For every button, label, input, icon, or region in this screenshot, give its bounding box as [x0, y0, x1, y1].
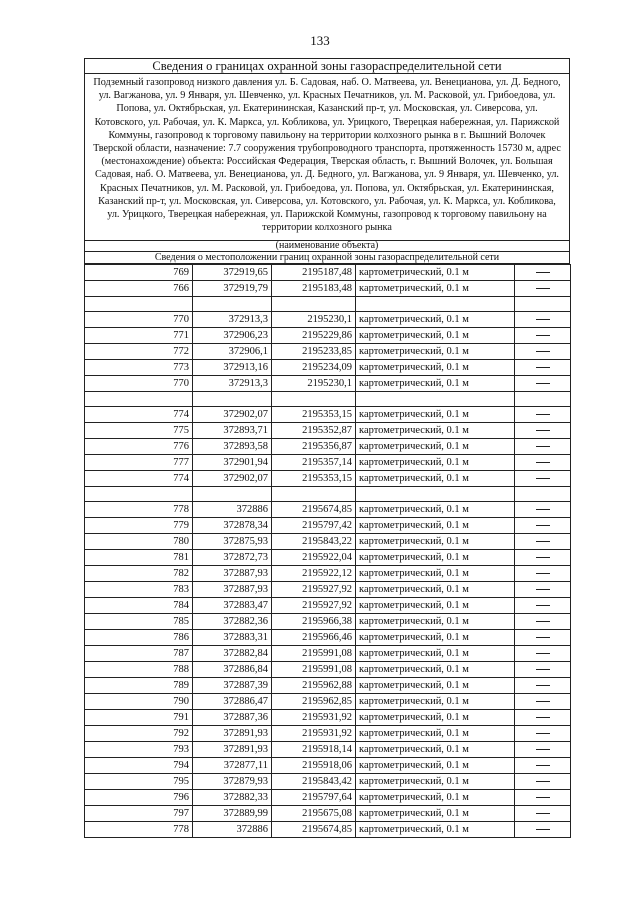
- dash-mark: [536, 701, 550, 702]
- x-coordinate: 372887,39: [193, 678, 272, 694]
- empty-cell: [85, 392, 193, 407]
- table-row: [85, 407, 571, 423]
- determination-method: картометрический, 0.1 м: [356, 694, 515, 710]
- boundary-description-cell: [515, 550, 571, 566]
- object-caption: (наименование объекта): [84, 240, 570, 252]
- determination-method: картометрический, 0.1 м: [356, 742, 515, 758]
- y-coordinate: 2195918,14: [272, 742, 356, 758]
- table-row: [85, 439, 571, 455]
- y-coordinate: 2195357,14: [272, 455, 356, 471]
- point-number: 775: [85, 423, 193, 439]
- determination-method: картометрический, 0.1 м: [356, 518, 515, 534]
- boundary-description-cell: [515, 281, 571, 297]
- dash-mark: [536, 541, 550, 542]
- x-coordinate: 372887,36: [193, 710, 272, 726]
- point-number: 769: [85, 265, 193, 281]
- dash-mark: [536, 272, 550, 273]
- point-number: 785: [85, 614, 193, 630]
- point-number: 776: [85, 439, 193, 455]
- boundary-description-cell: [515, 662, 571, 678]
- y-coordinate: 2195843,42: [272, 774, 356, 790]
- point-number: 795: [85, 774, 193, 790]
- determination-method: картометрический, 0.1 м: [356, 265, 515, 281]
- boundary-description-cell: [515, 582, 571, 598]
- dash-mark: [536, 525, 550, 526]
- y-coordinate: 2195962,85: [272, 694, 356, 710]
- y-coordinate: 2195927,92: [272, 582, 356, 598]
- dash-mark: [536, 589, 550, 590]
- dash-mark: [536, 446, 550, 447]
- determination-method: картометрический, 0.1 м: [356, 312, 515, 328]
- table-row: [85, 710, 571, 726]
- x-coordinate: 372886: [193, 502, 272, 518]
- boundary-description-cell: [515, 566, 571, 582]
- table-row: [85, 806, 571, 822]
- determination-method: картометрический, 0.1 м: [356, 822, 515, 838]
- point-number: 786: [85, 630, 193, 646]
- x-coordinate: 372913,3: [193, 376, 272, 392]
- dash-mark: [536, 717, 550, 718]
- point-number: 784: [85, 598, 193, 614]
- boundary-description-cell: [515, 726, 571, 742]
- x-coordinate: 372882,33: [193, 790, 272, 806]
- empty-cell: [272, 297, 356, 312]
- empty-cell: [85, 487, 193, 502]
- point-number: 771: [85, 328, 193, 344]
- boundary-description-cell: [515, 646, 571, 662]
- empty-cell: [272, 487, 356, 502]
- empty-cell: [272, 392, 356, 407]
- x-coordinate: 372882,36: [193, 614, 272, 630]
- table-row: [85, 502, 571, 518]
- table-row: [85, 312, 571, 328]
- empty-cell: [193, 297, 272, 312]
- dash-mark: [536, 733, 550, 734]
- boundary-description-cell: [515, 710, 571, 726]
- table-row: [85, 790, 571, 806]
- determination-method: картометрический, 0.1 м: [356, 328, 515, 344]
- boundary-description-cell: [515, 630, 571, 646]
- determination-method: картометрический, 0.1 м: [356, 598, 515, 614]
- x-coordinate: 372891,93: [193, 742, 272, 758]
- table-row: [85, 822, 571, 838]
- point-number: 792: [85, 726, 193, 742]
- dash-mark: [536, 573, 550, 574]
- determination-method: картометрический, 0.1 м: [356, 774, 515, 790]
- determination-method: картометрический, 0.1 м: [356, 662, 515, 678]
- boundary-description-cell: [515, 518, 571, 534]
- boundary-description-cell: [515, 344, 571, 360]
- point-number: 797: [85, 806, 193, 822]
- point-number: 774: [85, 471, 193, 487]
- x-coordinate: 372872,73: [193, 550, 272, 566]
- boundary-description-cell: [515, 806, 571, 822]
- dash-mark: [536, 621, 550, 622]
- x-coordinate: 372902,07: [193, 407, 272, 423]
- table-row: [85, 281, 571, 297]
- boundary-description-cell: [515, 265, 571, 281]
- y-coordinate: 2195352,87: [272, 423, 356, 439]
- determination-method: картометрический, 0.1 м: [356, 758, 515, 774]
- x-coordinate: 372889,99: [193, 806, 272, 822]
- coordinates-table: [84, 264, 571, 838]
- x-coordinate: 372886,84: [193, 662, 272, 678]
- point-number: 794: [85, 758, 193, 774]
- boundary-description-cell: [515, 471, 571, 487]
- table-separator-row: [85, 392, 571, 407]
- y-coordinate: 2195353,15: [272, 407, 356, 423]
- dash-mark: [536, 813, 550, 814]
- x-coordinate: 372893,71: [193, 423, 272, 439]
- table-row: [85, 455, 571, 471]
- y-coordinate: 2195674,85: [272, 822, 356, 838]
- table-row: [85, 376, 571, 392]
- x-coordinate: 372913,3: [193, 312, 272, 328]
- object-description: Подземный газопровод низкого давления ул. Б. Садовая, наб. О. Матвеева, ул. Венецианова, ул. Д. Бедного, ул. Вагжанова, ул. 9 Января, ул. Шевченко, ул. Красных Печатников, ул. М. Расковой, ул. Грибоедова, ул. Попова, ул. Октябрьская, ул. Екатерининская, Казанский пр-т, ул. Московская, ул. Сиверсова, ул. Котовского, ул. Рабочая, ул. К. Маркса, ул. Кобликова, ул. Урицкого, Тверецкая набережная, ул. Парижской Коммуны, газопровод к торговому павильону на территории колхозного рынка в г. Вышний Волочек Тверской области, назначение: 7.7 сооружения трубопроводного транспорта, протяженность 15730 м, адрес (местонахождение) объекта: Российская Федерация, Тверская область, г. Вышний Волочек, ул. Большая Садовая, наб. О. Матвеева, ул. Венецианова, ул. Д. Бедного, ул. Вагжанова, ул. 9 Января, ул. Шевченко, ул. Красных Печатников, ул. М. Расковой, ул. Грибоедова, ул. Попова, ул. Октябрьская, ул. Екатерининская, Казанский пр-т, ул. Московская, ул. Сиверсова, ул. Котовского, ул. Рабочая, ул. К. Маркса, ул. Кобликова, ул. Урицкого, Тверецкая набережная, ул. Парижской Коммуны, газопровод к торговому павильону на территории колхозного рынка: [84, 74, 570, 240]
- x-coordinate: 372875,93: [193, 534, 272, 550]
- determination-method: картометрический, 0.1 м: [356, 407, 515, 423]
- table-row: [85, 360, 571, 376]
- table-row: [85, 344, 571, 360]
- point-number: 793: [85, 742, 193, 758]
- determination-method: картометрический, 0.1 м: [356, 439, 515, 455]
- point-number: 770: [85, 376, 193, 392]
- table-row: [85, 598, 571, 614]
- empty-cell: [515, 297, 571, 312]
- empty-cell: [356, 297, 515, 312]
- boundary-description-cell: [515, 758, 571, 774]
- determination-method: картометрический, 0.1 м: [356, 806, 515, 822]
- boundary-description-cell: [515, 694, 571, 710]
- boundary-info-sheet: [84, 58, 570, 838]
- determination-method: картометрический, 0.1 м: [356, 790, 515, 806]
- boundary-description-cell: [515, 502, 571, 518]
- determination-method: картометрический, 0.1 м: [356, 630, 515, 646]
- section-title: Сведения о местоположении границ охранной зоны газораспределительной сети: [84, 252, 570, 264]
- boundary-description-cell: [515, 455, 571, 471]
- page-number: 133: [310, 33, 330, 48]
- empty-cell: [356, 487, 515, 502]
- x-coordinate: 372901,94: [193, 455, 272, 471]
- determination-method: картометрический, 0.1 м: [356, 376, 515, 392]
- y-coordinate: 2195966,38: [272, 614, 356, 630]
- y-coordinate: 2195843,22: [272, 534, 356, 550]
- table-row: [85, 662, 571, 678]
- y-coordinate: 2195931,92: [272, 710, 356, 726]
- x-coordinate: 372919,65: [193, 265, 272, 281]
- y-coordinate: 2195922,12: [272, 566, 356, 582]
- table-row: [85, 758, 571, 774]
- y-coordinate: 2195356,87: [272, 439, 356, 455]
- empty-cell: [515, 487, 571, 502]
- table-row: [85, 646, 571, 662]
- y-coordinate: 2195797,64: [272, 790, 356, 806]
- y-coordinate: 2195353,15: [272, 471, 356, 487]
- y-coordinate: 2195234,09: [272, 360, 356, 376]
- dash-mark: [536, 319, 550, 320]
- table-row: [85, 694, 571, 710]
- y-coordinate: 2195991,08: [272, 662, 356, 678]
- boundary-description-cell: [515, 678, 571, 694]
- boundary-description-cell: [515, 822, 571, 838]
- table-row: [85, 550, 571, 566]
- y-coordinate: 2195674,85: [272, 502, 356, 518]
- boundary-description-cell: [515, 534, 571, 550]
- point-number: 772: [85, 344, 193, 360]
- point-number: 790: [85, 694, 193, 710]
- x-coordinate: 372919,79: [193, 281, 272, 297]
- point-number: 774: [85, 407, 193, 423]
- y-coordinate: 2195230,1: [272, 376, 356, 392]
- y-coordinate: 2195230,1: [272, 312, 356, 328]
- point-number: 777: [85, 455, 193, 471]
- document-title: Сведения о границах охранной зоны газораспределительной сети: [84, 58, 570, 74]
- point-number: 783: [85, 582, 193, 598]
- x-coordinate: 372886: [193, 822, 272, 838]
- dash-mark: [536, 367, 550, 368]
- x-coordinate: 372883,31: [193, 630, 272, 646]
- dash-mark: [536, 653, 550, 654]
- table-row: [85, 630, 571, 646]
- x-coordinate: 372883,47: [193, 598, 272, 614]
- y-coordinate: 2195922,04: [272, 550, 356, 566]
- x-coordinate: 372886,47: [193, 694, 272, 710]
- boundary-description-cell: [515, 790, 571, 806]
- x-coordinate: 372891,93: [193, 726, 272, 742]
- dash-mark: [536, 685, 550, 686]
- determination-method: картометрический, 0.1 м: [356, 502, 515, 518]
- table-row: [85, 774, 571, 790]
- dash-mark: [536, 637, 550, 638]
- y-coordinate: 2195918,06: [272, 758, 356, 774]
- x-coordinate: 372887,93: [193, 566, 272, 582]
- y-coordinate: 2195183,48: [272, 281, 356, 297]
- y-coordinate: 2195962,88: [272, 678, 356, 694]
- boundary-description-cell: [515, 423, 571, 439]
- determination-method: картометрический, 0.1 м: [356, 566, 515, 582]
- y-coordinate: 2195927,92: [272, 598, 356, 614]
- dash-mark: [536, 829, 550, 830]
- determination-method: картометрический, 0.1 м: [356, 344, 515, 360]
- table-row: [85, 471, 571, 487]
- determination-method: картометрический, 0.1 м: [356, 281, 515, 297]
- determination-method: картометрический, 0.1 м: [356, 534, 515, 550]
- table-row: [85, 566, 571, 582]
- point-number: 791: [85, 710, 193, 726]
- table-row: [85, 328, 571, 344]
- x-coordinate: 372902,07: [193, 471, 272, 487]
- dash-mark: [536, 462, 550, 463]
- table-row: [85, 534, 571, 550]
- empty-cell: [193, 487, 272, 502]
- y-coordinate: 2195233,85: [272, 344, 356, 360]
- table-row: [85, 678, 571, 694]
- x-coordinate: 372906,1: [193, 344, 272, 360]
- boundary-description-cell: [515, 376, 571, 392]
- point-number: 778: [85, 502, 193, 518]
- table-separator-row: [85, 297, 571, 312]
- determination-method: картометрический, 0.1 м: [356, 423, 515, 439]
- table-row: [85, 518, 571, 534]
- x-coordinate: 372906,23: [193, 328, 272, 344]
- dash-mark: [536, 749, 550, 750]
- point-number: 782: [85, 566, 193, 582]
- x-coordinate: 372887,93: [193, 582, 272, 598]
- determination-method: картометрический, 0.1 м: [356, 471, 515, 487]
- dash-mark: [536, 414, 550, 415]
- table-separator-row: [85, 487, 571, 502]
- y-coordinate: 2195966,46: [272, 630, 356, 646]
- dash-mark: [536, 335, 550, 336]
- point-number: 779: [85, 518, 193, 534]
- table-row: [85, 726, 571, 742]
- point-number: 796: [85, 790, 193, 806]
- y-coordinate: 2195991,08: [272, 646, 356, 662]
- determination-method: картометрический, 0.1 м: [356, 614, 515, 630]
- determination-method: картометрический, 0.1 м: [356, 710, 515, 726]
- dash-mark: [536, 509, 550, 510]
- table-row: [85, 265, 571, 281]
- empty-cell: [356, 392, 515, 407]
- dash-mark: [536, 605, 550, 606]
- boundary-description-cell: [515, 328, 571, 344]
- boundary-description-cell: [515, 312, 571, 328]
- boundary-description-cell: [515, 360, 571, 376]
- y-coordinate: 2195931,92: [272, 726, 356, 742]
- x-coordinate: 372879,93: [193, 774, 272, 790]
- point-number: 773: [85, 360, 193, 376]
- determination-method: картометрический, 0.1 м: [356, 360, 515, 376]
- dash-mark: [536, 383, 550, 384]
- dash-mark: [536, 288, 550, 289]
- point-number: 780: [85, 534, 193, 550]
- x-coordinate: 372893,58: [193, 439, 272, 455]
- determination-method: картометрический, 0.1 м: [356, 582, 515, 598]
- boundary-description-cell: [515, 614, 571, 630]
- boundary-description-cell: [515, 774, 571, 790]
- point-number: 766: [85, 281, 193, 297]
- dash-mark: [536, 781, 550, 782]
- point-number: 788: [85, 662, 193, 678]
- determination-method: картометрический, 0.1 м: [356, 726, 515, 742]
- determination-method: картометрический, 0.1 м: [356, 646, 515, 662]
- boundary-description-cell: [515, 598, 571, 614]
- table-row: [85, 423, 571, 439]
- dash-mark: [536, 430, 550, 431]
- y-coordinate: 2195675,08: [272, 806, 356, 822]
- dash-mark: [536, 669, 550, 670]
- x-coordinate: 372882,84: [193, 646, 272, 662]
- empty-cell: [193, 392, 272, 407]
- x-coordinate: 372913,16: [193, 360, 272, 376]
- point-number: 781: [85, 550, 193, 566]
- dash-mark: [536, 351, 550, 352]
- dash-mark: [536, 557, 550, 558]
- determination-method: картометрический, 0.1 м: [356, 455, 515, 471]
- table-row: [85, 614, 571, 630]
- table-row: [85, 582, 571, 598]
- x-coordinate: 372878,34: [193, 518, 272, 534]
- y-coordinate: 2195187,48: [272, 265, 356, 281]
- y-coordinate: 2195797,42: [272, 518, 356, 534]
- point-number: 770: [85, 312, 193, 328]
- coordinates-table-body: [85, 265, 571, 838]
- empty-cell: [515, 392, 571, 407]
- table-row: [85, 742, 571, 758]
- point-number: 778: [85, 822, 193, 838]
- dash-mark: [536, 765, 550, 766]
- dash-mark: [536, 797, 550, 798]
- point-number: 787: [85, 646, 193, 662]
- y-coordinate: 2195229,86: [272, 328, 356, 344]
- point-number: 789: [85, 678, 193, 694]
- boundary-description-cell: [515, 439, 571, 455]
- x-coordinate: 372877,11: [193, 758, 272, 774]
- boundary-description-cell: [515, 742, 571, 758]
- determination-method: картометрический, 0.1 м: [356, 678, 515, 694]
- boundary-description-cell: [515, 407, 571, 423]
- empty-cell: [85, 297, 193, 312]
- determination-method: картометрический, 0.1 м: [356, 550, 515, 566]
- dash-mark: [536, 478, 550, 479]
